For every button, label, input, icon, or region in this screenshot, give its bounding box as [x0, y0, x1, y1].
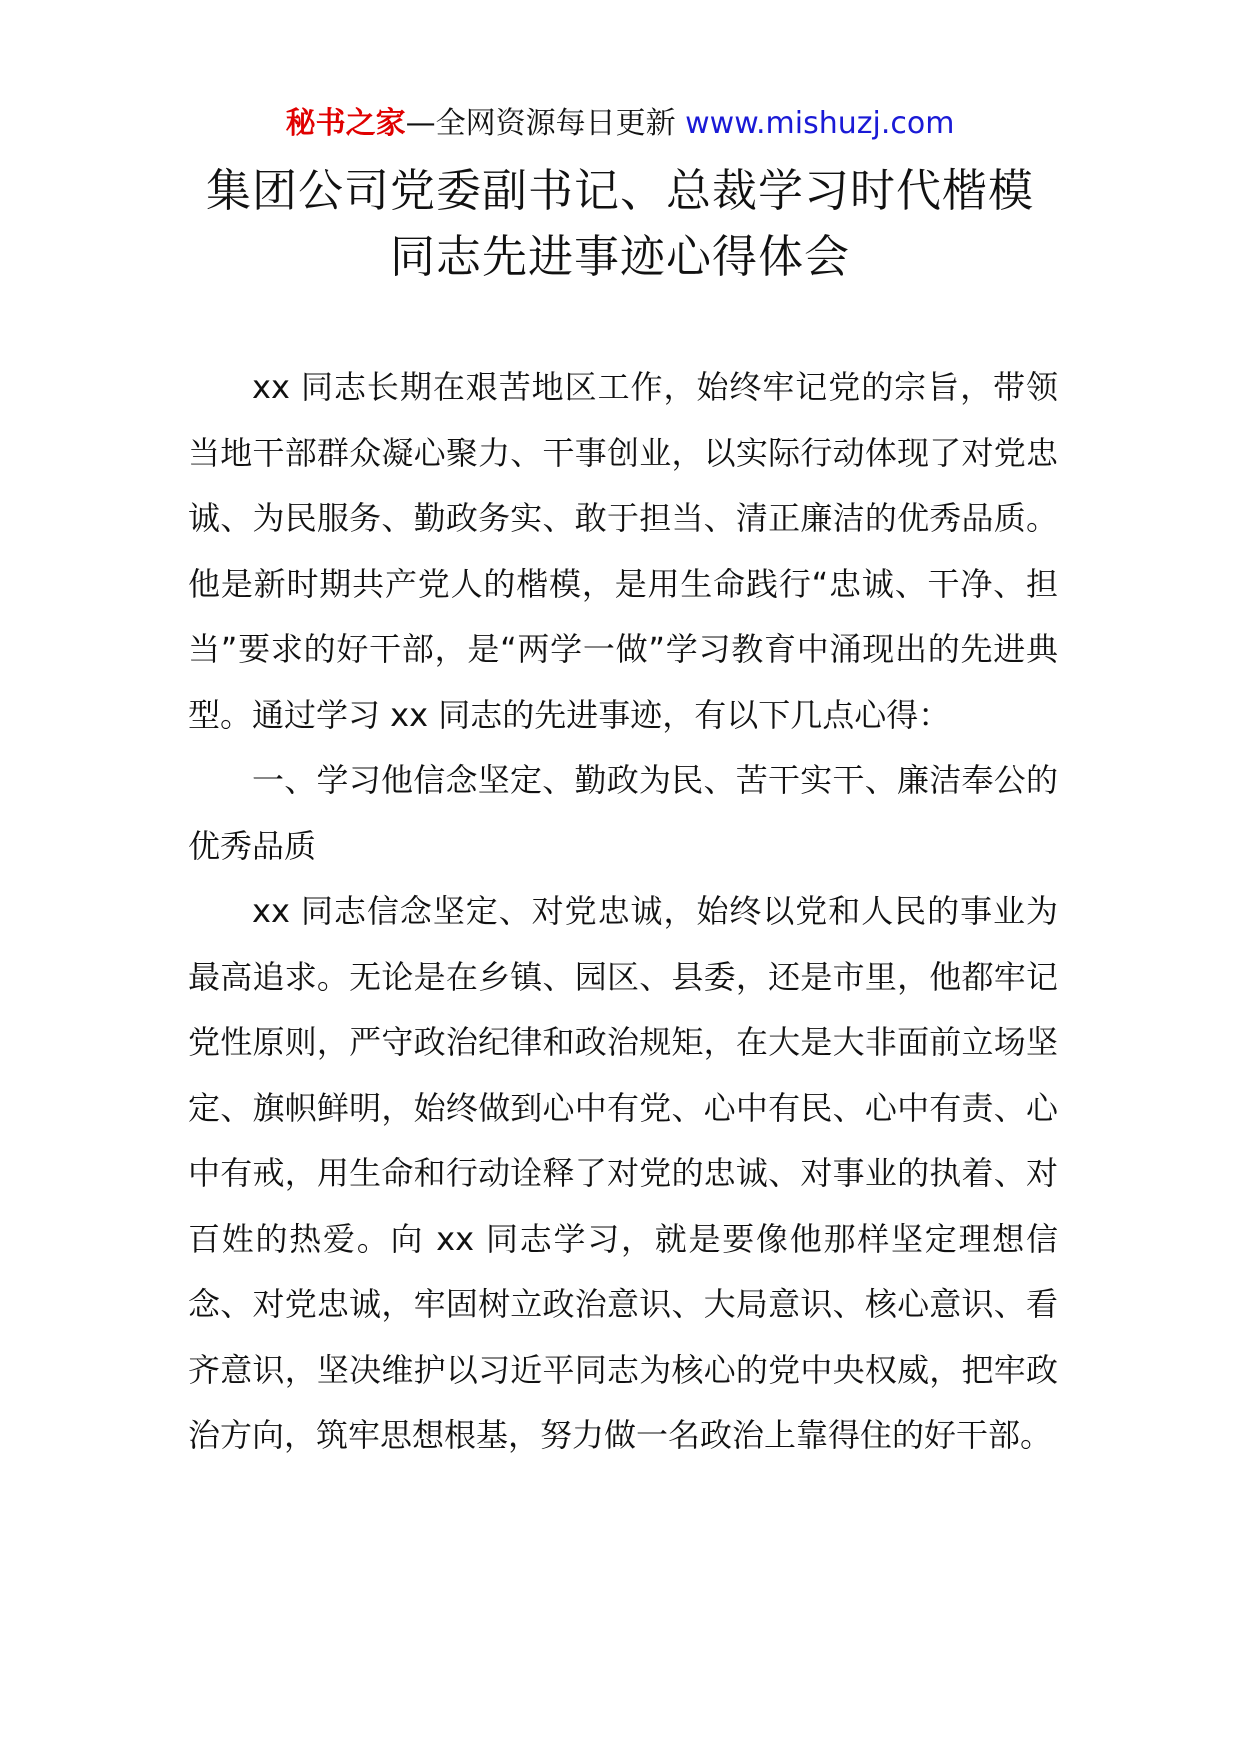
website-url[interactable]: www.mishuzj.com	[685, 106, 955, 141]
site-header	[0, 100, 1240, 148]
title-line-2: 同志先进事迹心得体会	[389, 230, 850, 283]
header-slogan: —全网资源每日更新	[405, 106, 686, 141]
document-title	[100, 158, 1140, 290]
paragraph-intro: xx 同志长期在艰苦地区工作，始终牢记党的宗旨，带领当地干部群众凝心聚力、干事创业，以实际行动体现了对党忠诚、为民服务、勤政务实、敢于担当、清正廉洁的优秀品质。他是新时期共产党人的楷模，是用生命践行“忠诚、干净、担当”要求的好干部，是“两学一做”学习教育中涌现出的先进典型。通过学习 xx 同志的先进事迹，有以下几点心得：	[188, 368, 1058, 734]
document-body	[188, 355, 1058, 1469]
title-line-1: 集团公司党委副书记、总裁学习时代楷模	[205, 164, 1034, 217]
section-heading-1: 一、学习他信念坚定、勤政为民、苦干实干、廉洁奉公的优秀品质	[188, 761, 1058, 865]
paragraph-section-1: xx 同志信念坚定、对党忠诚，始终以党和人民的事业为最高追求。无论是在乡镇、园区、县委，还是市里，他都牢记党性原则，严守政治纪律和政治规矩，在大是大非面前立场坚定、旗帜鲜明，始终做到心中有党、心中有民、心中有责、心中有戒，用生命和行动诠释了对党的忠诚、对事业的执着、对百姓的热爱。向 xx 同志学习，就是要像他那样坚定理想信念、对党忠诚，牢固树立政治意识、大局意识、核心意识、看齐意识，坚决维护以习近平同志为核心的党中央权威，把牢政治方向，筑牢思想根基，努力做一名政治上靠得住的好干部。	[188, 892, 1058, 1454]
brand-name: 秘书之家	[285, 106, 406, 141]
